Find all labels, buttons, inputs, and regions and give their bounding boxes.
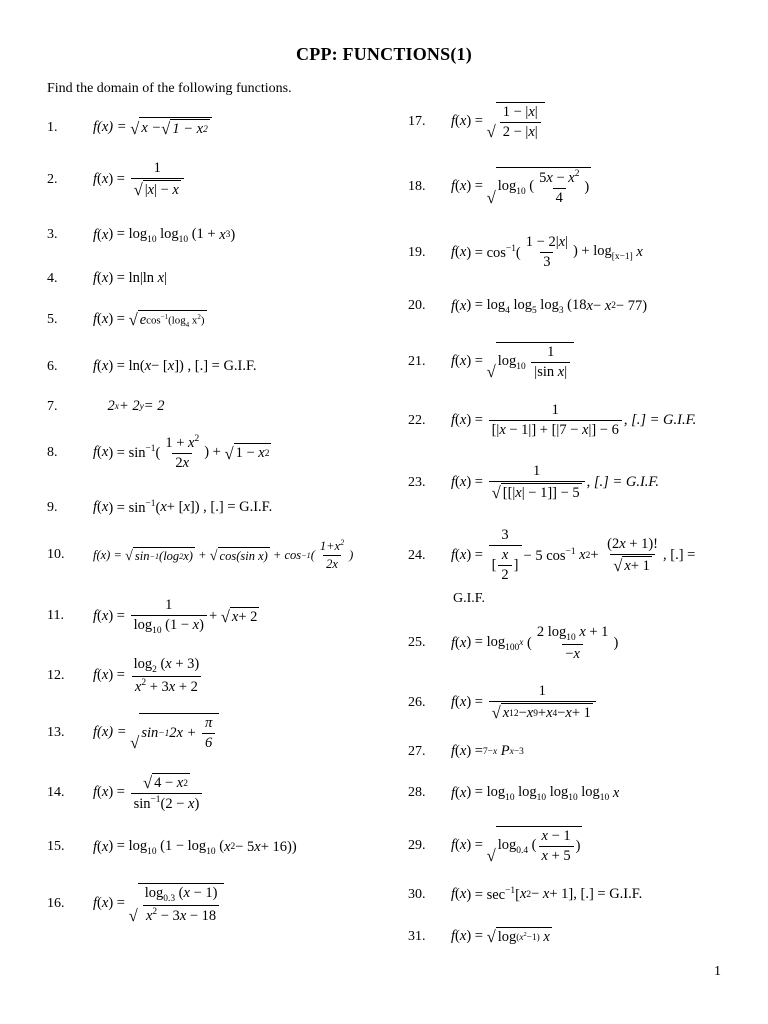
expression: f ( x ) = ln|ln x | <box>93 270 167 286</box>
expression: f ( x ) = $\log_{10} \log_{10} \log_{10} \log_{10}$ x <box>451 784 620 803</box>
problem-25: 25. f ( x ) = $\log_{100}$ x ( $\frac{2 \log_{10} x + 1}{-x}$ ) <box>408 624 619 662</box>
problem-2: 2. f ( x ) = 1 √ | x | − x <box>47 160 186 199</box>
problem-10: 10. f(x) = √ sin −1 (log 2 x) + √ cos(sin x) + cos −1 ( $\frac{1+x^2}{2x}$ ) <box>47 538 354 572</box>
expression: f(x) = √ sin −1 2x + $\frac{\pi}{6}$ <box>93 713 219 752</box>
expression: f ( x ) = $\cos^{-1}$( $\frac{1 - 2|x|}{3}$ ) + $\log_{[x-1]}$ x <box>451 234 643 270</box>
problem-18: 18. f ( x ) = √ $\log_{10}$ ( $\frac{5x - x^2}{4}$ ) <box>408 169 590 208</box>
problem-24: 24. f ( x ) = 3 [ $\frac{x}{2}$ ] − 5 $\cos^{-1}$ x 2 + (2x + 1)! √ x + 1 , [.] = <box>408 527 696 583</box>
expression: f ( x ) = √ log $(x^2-1)$ x <box>451 927 550 947</box>
problem-3: 3. f ( x ) = $\log_{10} \log_{10} (1$ + x 3 ) <box>47 226 236 245</box>
problem-30: 30. f ( x ) = $\sec^{-1}$[ x 2 − x + 1], [.] = G.I.F. <box>408 886 643 903</box>
problem-5: 5. f ( x ) = √ e $\cos^{-1}(\log_4$ $x^2$) <box>47 310 205 330</box>
expression: f ( x ) = $\log_{10} (1 - \log_{10}$ ( x 2 − 5 x + 16)) <box>93 838 297 857</box>
problem-16: 16. f ( x ) = √ $\frac{\log_{0.3} (x - 1)}{x^2 - 3x - 18}$ <box>47 883 224 925</box>
problem-14: 14. f ( x ) = √ 4 − x 2 $\sin^{-1}(2 - x)$ <box>47 773 204 813</box>
problem-8: 8. f ( x ) = $\sin^{-1}$( $\frac{1 + x^2}{2x}$ ) + √ 1 − x 2 <box>47 434 270 471</box>
problem-11: 11. f ( x ) = $\frac{1}{\log_{10} (1 - x)}$ + √ x + 2 <box>47 597 258 636</box>
gif-note: [.] = G.I.F. <box>194 358 257 374</box>
problem-15: 15. f ( x ) = $\log_{10} (1 - \log_{10}$ ( x 2 − 5 x + 16)) <box>47 838 297 857</box>
expression: f ( x ) = ln( x − [ x ]) , [.] = G.I.F. <box>93 358 257 374</box>
expression: f ( x ) = √ $\log_{10}$ $\frac{1}{\text{|sin x|}}$ <box>451 342 574 381</box>
expression: f ( x ) = √ $\log_{0.4}$ ( $\frac{x - 1}{x + 5}$ ) <box>451 828 581 866</box>
expression: f ( x ) = √ $\frac{1 - |x|}{2 - |x|}$ <box>451 102 545 141</box>
problem-24-continued: G.I.F. <box>453 591 485 606</box>
problem-26: 26. f ( x ) = 1 √ x 12 − x 9 + x 4 − x + 1 <box>408 683 598 722</box>
problem-22: 22. f ( x ) = $\frac{1}{[|x - 1|] + [|7 - x|] - 6}$ , [.] = G.I.F. <box>408 402 697 438</box>
problem-31: 31. f ( x ) = √ log $(x^2-1)$ x <box>408 927 550 947</box>
problem-7: 7. 2 x + 2 y = 2 <box>47 398 165 414</box>
expression: f ( x ) = $\sin^{-1}$( x + [ x ]) , [.] = G.I.F. <box>93 499 273 516</box>
expression: 2 x + 2 y = 2 <box>93 398 165 414</box>
expression: f ( x ) = √ 4 − x 2 $\sin^{-1}(2 - x)$ <box>93 773 204 813</box>
problem-1: 1. f(x) = √ x − √ 1 − x 2 <box>47 117 212 138</box>
problem-6: 6. f ( x ) = ln( x − [ x ]) , [.] = G.I.F. <box>47 358 257 374</box>
problem-29: 29. f ( x ) = √ $\log_{0.4}$ ( $\frac{x - 1}{x + 5}$ ) <box>408 828 581 866</box>
problem-12: 12. f ( x ) = $\frac{\log_2 (x + 3)}{x^2 + 3x + 2}$ <box>47 656 204 696</box>
expression: f ( x ) = 1 √ x 12 − x 9 + x 4 − x + 1 <box>451 683 598 722</box>
expression: f ( x ) = $\frac{\log_2 (x + 3)}{x^2 + 3x + 2}$ <box>93 656 200 695</box>
expression: f ( x ) = 7−x P x−3 <box>451 743 524 759</box>
gif-note: [.] = G.I.F. <box>631 412 697 428</box>
expression: f ( x ) = $\log_4 \log_5 \log_3 (18$ x − x 2 − 77) <box>451 297 648 316</box>
page-title: CPP: FUNCTIONS(1) <box>296 44 472 64</box>
expression: f ( x ) = √ $\log_{10}$ ( $\frac{5x - x^2}{4}$ ) <box>451 169 590 208</box>
instruction-text: Find the domain of the following functions. <box>47 81 292 96</box>
expression: f ( x ) = $\log_{10} \log_{10} (1$ + x 3 ) <box>93 226 236 245</box>
problem-9: 9. f ( x ) = $\sin^{-1}$( x + [ x ]) , [.] = G.I.F. <box>47 499 273 516</box>
expression: f ( x ) = √ $\frac{\log_{0.3} (x - 1)}{x^2 - 3x - 18}$ <box>93 883 224 925</box>
expression: f ( x ) = $\frac{1}{[|x - 1|] + [|7 - x|] - 6}$ , [.] = G.I.F. <box>451 402 697 438</box>
expression: f ( x ) = $\sin^{-1}$( $\frac{1 + x^2}{2x}$ ) + √ 1 − x 2 <box>93 434 270 471</box>
gif-note: [.] = G.I.F. <box>593 474 660 490</box>
expression: f ( x ) = 1 √ | x | − x <box>93 160 186 199</box>
expression: f ( x ) = $\log_{100}$ x ( $\frac{2 \log_{10} x + 1}{-x}$ ) <box>451 624 619 662</box>
problem-21: 21. f ( x ) = √ $\log_{10}$ $\frac{1}{\text{|sin x|}}$ <box>408 342 574 381</box>
page-number: 1 <box>714 964 721 979</box>
problem-4: 4. f ( x ) = ln|ln x | <box>47 270 167 286</box>
problem-28: 28. f ( x ) = $\log_{10} \log_{10} \log_{10} \log_{10}$ x <box>408 784 620 803</box>
expression: f ( x ) = $\sec^{-1}$[ x 2 − x + 1], [.] = G.I.F. <box>451 886 643 903</box>
problem-23: 23. f ( x ) = 1 √ [[| x | − 1]] − 5 , [.] = G.I.F. <box>408 463 660 503</box>
problem-20: 20. f ( x ) = $\log_4 \log_5 \log_3 (18$ x − x 2 − 77) <box>408 297 648 316</box>
problem-13: 13. f(x) = √ sin −1 2x + $\frac{\pi}{6}$ <box>47 713 219 752</box>
gif-note: [.] = <box>670 547 696 563</box>
expression: f ( x ) = √ e $\cos^{-1}(\log_4$ $x^2$) <box>93 310 205 330</box>
expression: f ( x ) = 1 √ [[| x | − 1]] − 5 , [.] = G.I.F. <box>451 463 660 503</box>
problem-19: 19. f ( x ) = $\cos^{-1}$( $\frac{1 - 2|x|}{3}$ ) + $\log_{[x-1]}$ x <box>408 234 643 270</box>
expression: f(x) = √ sin −1 (log 2 x) + √ cos(sin x) + cos −1 ( $\frac{1+x^2}{2x}$ ) <box>93 538 354 572</box>
expression: f ( x ) = 3 [ $\frac{x}{2}$ ] − 5 $\cos^{-1}$ x 2 + (2x + 1)! √ x + 1 , [.] = <box>451 527 696 583</box>
expression: f(x) = √ x − √ 1 − x 2 <box>93 117 212 138</box>
gif-note: [.] = G.I.F. <box>580 886 643 903</box>
problem-17: 17. f ( x ) = √ $\frac{1 - |x|}{2 - |x|}$ <box>408 102 545 141</box>
problem-27: 27. f ( x ) = 7−x P x−3 <box>408 743 524 759</box>
gif-note: [.] = G.I.F. <box>210 499 273 516</box>
expression: f ( x ) = $\frac{1}{\log_{10} (1 - x)}$ + √ x + 2 <box>93 597 258 636</box>
